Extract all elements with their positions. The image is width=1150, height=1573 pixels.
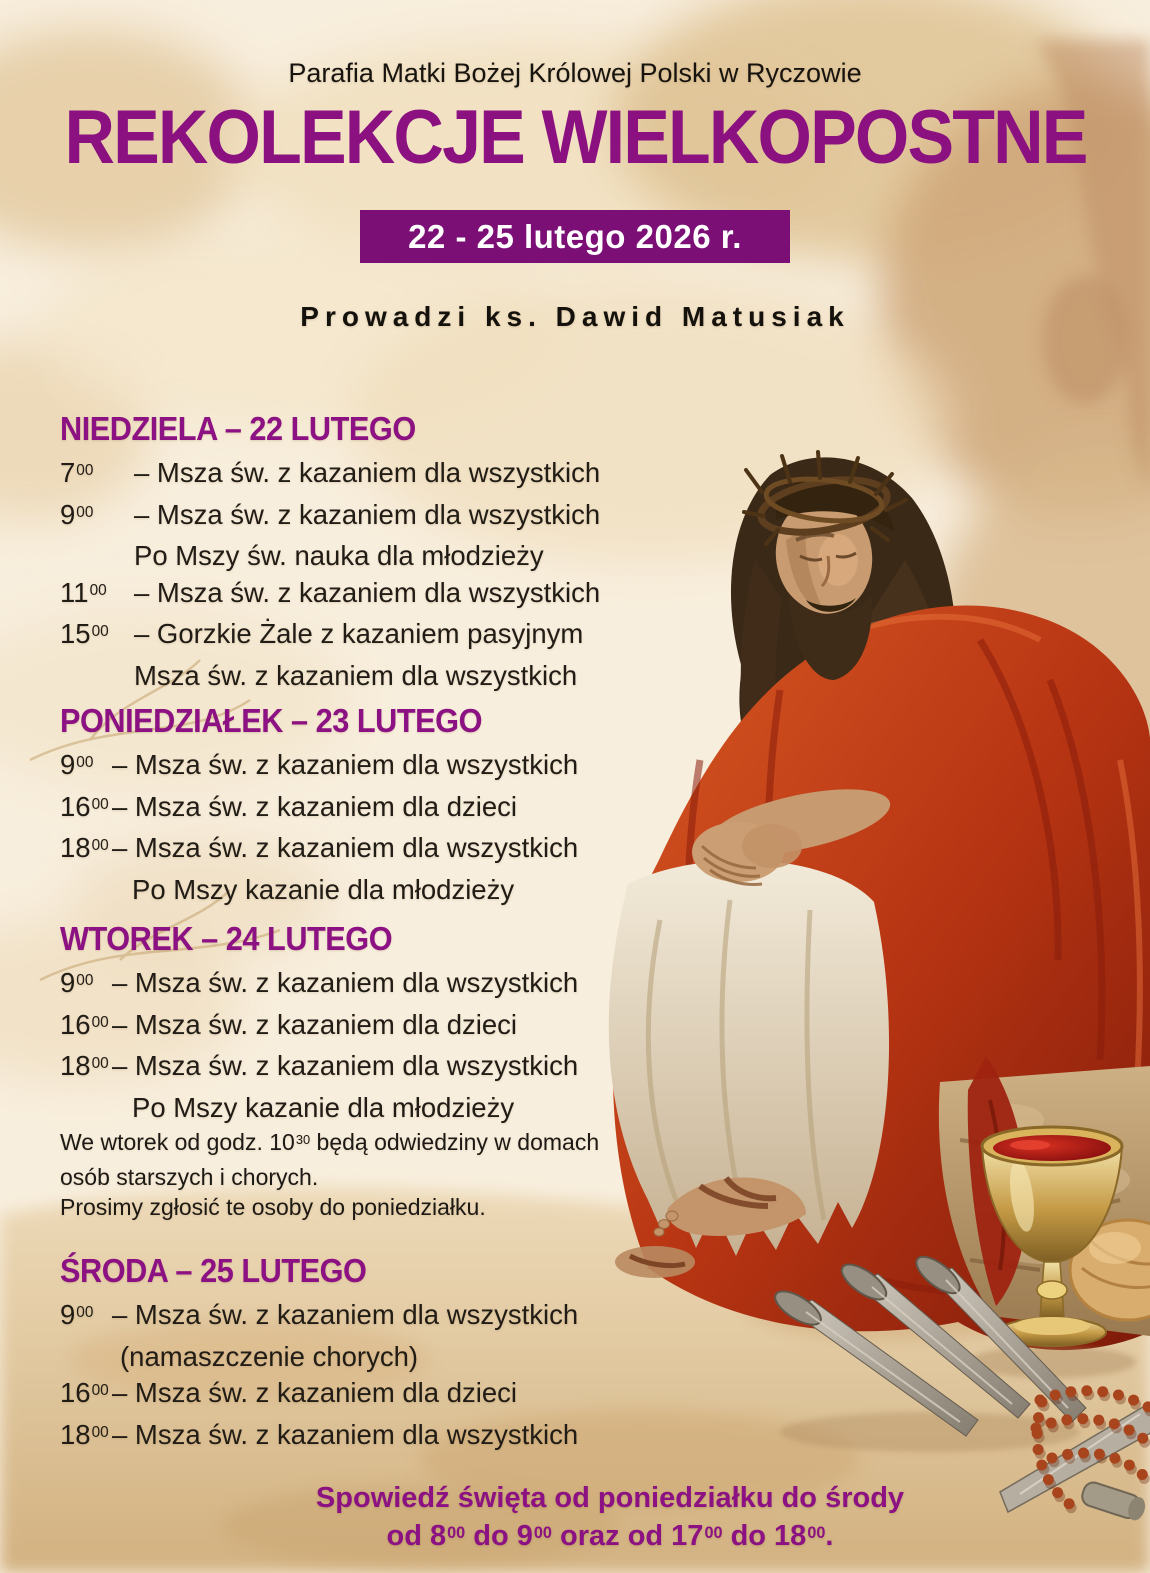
time-label: $9^{00}$ <box>60 749 94 780</box>
time-superscript: 00 <box>533 1523 552 1542</box>
time-superscript: 00 <box>76 462 94 480</box>
date-range-text: 22 - 25 lutego 2026 r. <box>408 217 742 255</box>
schedule-row <box>60 616 680 658</box>
schedule-row <box>60 789 680 831</box>
schedule-row <box>60 1417 680 1459</box>
schedule-continuation: Po Mszy kazanie dla młodzieży <box>132 873 515 905</box>
event-text: – Msza św. z kazaniem dla wszystkich <box>134 498 601 530</box>
parish-name: Parafia Matki Bożej Królowej Polski w Ryczowie <box>288 58 862 88</box>
schedule-row <box>60 1007 680 1049</box>
schedule-row <box>60 1048 680 1090</box>
time-superscript: 00 <box>447 1523 466 1542</box>
time-label: $11^{00}$ <box>60 576 107 608</box>
schedule-row <box>60 830 680 872</box>
poster-title-text: REKOLEKCJE WIELKOPOSTNE <box>63 95 1087 180</box>
time-label: $16^{00}$ <box>60 1008 109 1040</box>
note-line: osób starszych i chorych. <box>60 1163 319 1190</box>
schedule-continuation: Po Mszy św. nauka dla młodzieży <box>134 540 544 571</box>
time-superscript: 00 <box>91 1382 109 1400</box>
day-section-monday <box>60 702 680 908</box>
schedule-row <box>60 747 680 789</box>
time-label: $7^{00}$ <box>60 457 94 488</box>
confession-info <box>130 1479 1090 1559</box>
time-superscript: 00 <box>91 1013 109 1031</box>
time-superscript: 00 <box>91 1055 109 1073</box>
time-label: $9^{00}$ <box>60 967 94 998</box>
schedule-row <box>60 497 680 539</box>
note-line: Prosimy zgłosić te osoby do poniedziałku. <box>60 1194 486 1220</box>
date-banner <box>360 210 790 263</box>
note-line: We wtorek od godz. $10^{30}$ będą odwiedziny w domach <box>60 1129 600 1155</box>
time-superscript: 00 <box>89 581 107 599</box>
event-text: – Msza św. z kazaniem dla wszystkich <box>112 967 579 998</box>
event-text: – Msza św. z kazaniem dla wszystkich <box>112 832 579 863</box>
time-superscript: 00 <box>91 837 109 855</box>
schedule-continuation: Po Mszy kazanie dla młodzieży <box>132 1091 515 1123</box>
schedule-row <box>60 455 680 497</box>
event-text: – Msza św. z kazaniem dla dzieci <box>112 790 518 822</box>
schedule-continuation: Msza św. z kazaniem dla wszystkich <box>134 659 578 691</box>
event-text: – Msza św. z kazaniem dla wszystkich <box>112 1418 579 1450</box>
event-text: – Msza św. z kazaniem dla wszystkich <box>112 1050 579 1081</box>
time-superscript: 00 <box>76 503 94 521</box>
schedule-row <box>60 1297 680 1339</box>
day-section-wednesday <box>60 1252 680 1458</box>
time-label: $18^{00}$ <box>60 1418 109 1450</box>
day-section-tuesday <box>60 920 680 1126</box>
day-section-sunday <box>60 410 680 694</box>
time-superscript: 00 <box>807 1523 826 1542</box>
event-text: – Msza św. z kazaniem dla dzieci <box>112 1377 518 1408</box>
poster-title <box>0 95 1150 180</box>
time-label: $9^{00}$ <box>60 1299 94 1330</box>
time-label: $9^{00}$ <box>60 498 94 530</box>
event-text: – Msza św. z kazaniem dla wszystkich <box>112 1299 579 1330</box>
event-text: – Msza św. z kazaniem dla wszystkich <box>134 457 601 488</box>
retreat-leader: Prowadzi ks. Dawid Matusiak <box>300 301 850 332</box>
tuesday-note <box>60 1127 640 1223</box>
time-label: $16^{00}$ <box>60 790 109 822</box>
schedule-continuation: (namaszczenie chorych) <box>120 1340 419 1372</box>
confession-line: Spowiedź święta od poniedziałku do środy <box>315 1482 905 1514</box>
time-superscript: 30 <box>295 1132 311 1148</box>
time-label: $18^{00}$ <box>60 832 109 863</box>
schedule-row <box>60 575 680 617</box>
day-heading-wednesday: ŚRODA – 25 LUTEGO <box>60 1252 367 1289</box>
event-text: – Msza św. z kazaniem dla wszystkich <box>134 576 601 608</box>
day-heading-monday: PONIEDZIAŁEK – 23 LUTEGO <box>60 702 482 739</box>
time-superscript: 00 <box>704 1523 723 1542</box>
day-heading-sunday: NIEDZIELA – 22 LUTEGO <box>60 410 416 447</box>
time-superscript: 00 <box>76 972 94 990</box>
time-superscript: 00 <box>91 623 109 641</box>
event-text: – Msza św. z kazaniem dla dzieci <box>112 1008 518 1040</box>
schedule-row <box>60 1375 680 1417</box>
event-text: – Msza św. z kazaniem dla wszystkich <box>112 749 579 780</box>
time-label: $15^{00}$ <box>60 618 109 649</box>
schedule-row <box>60 965 680 1007</box>
time-superscript: 00 <box>76 1304 94 1322</box>
time-label: $16^{00}$ <box>60 1377 109 1408</box>
day-heading-tuesday: WTOREK – 24 LUTEGO <box>60 920 393 957</box>
event-text: – Gorzkie Żale z kazaniem pasyjnym <box>134 618 584 649</box>
wine <box>993 1135 1111 1161</box>
time-superscript: 00 <box>91 1423 109 1441</box>
time-label: $18^{00}$ <box>60 1050 109 1081</box>
confession-line: od $8^{00}$ do $9^{00}$ oraz od $17^{00}$ do $18^{00}$. <box>386 1520 834 1552</box>
time-superscript: 00 <box>76 754 94 772</box>
time-superscript: 00 <box>91 795 109 813</box>
